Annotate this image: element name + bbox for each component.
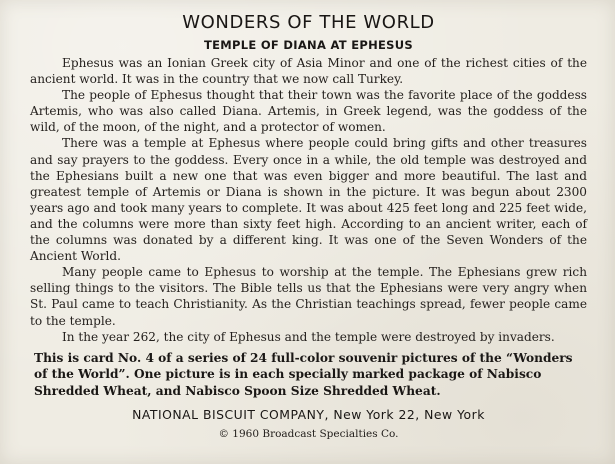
body-paragraph-5: In the year 262, the city of Ephesus and the temple were destroyed by invaders. xyxy=(62,329,555,344)
body-paragraph-4: Many people came to Ephesus to worship at the temple. The Ephesians grew rich selling things to the visitors. The Bible tells us that the Ephesians were very angry when St. Paul came to teach Christianity. As the Christian teachings spread, fewer people came to the temple. xyxy=(30,265,587,328)
company-line: NATIONAL BISCUIT COMPANY, New York 22, New York xyxy=(132,407,485,423)
copyright-line: © 1960 Broadcast Specialties Co. xyxy=(218,428,399,441)
promo-text: This is card No. 4 of a series of 24 full-color souvenir pictures of the “Wonders of the World”. One picture is in each specially marked package of Nabisco Shredded Wheat, and Nabisco Spoon Size Shredded Wheat. xyxy=(34,350,573,398)
body-paragraph-2: The people of Ephesus thought that their town was the favorite place of the goddess Artemis, who was also called Diana. Artemis, in Greek legend, was the goddess of the wild, of the moon, of the night, and a protector of women. xyxy=(30,88,587,135)
card-subtitle: TEMPLE OF DIANA AT EPHESUS xyxy=(204,38,413,52)
card-title: WONDERS OF THE WORLD xyxy=(182,12,435,33)
body-paragraph-3: There was a temple at Ephesus where people could bring gifts and other treasures and say prayers to the goddess. Every once in a while, the old temple was destroyed and the Ephesians built a new one that was even bigger and more beautiful. The last and greatest temple of Artemis or Diana is shown in the picture. It was begun about 2300 years ago and took many years to complete. It was about 425 feet long and 225 feet wide, and the columns were more than sixty feet high. According to an ancient writer, each of the columns was donated by a different king. It was one of the Seven Wonders of the Ancient World. xyxy=(30,136,587,264)
card-body xyxy=(30,55,587,345)
body-paragraph-1: Ephesus was an Ionian Greek city of Asia Minor and one of the richest cities of the ancient world. It was in the country that we now call Turkey. xyxy=(30,56,587,87)
